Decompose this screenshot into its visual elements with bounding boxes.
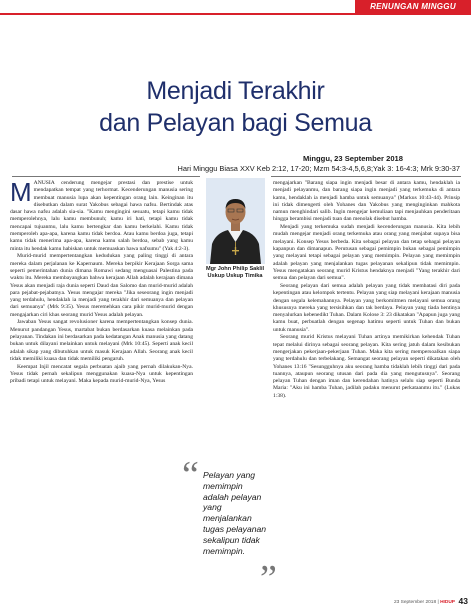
paragraph: Keempat Injil mencatat segala perbuatan ajaib yang pernah dilakukan-Nya. Yesus tidak pernah sekalipun menggunakan kuasa-Nya untuk kepentingan pribadi tetapi untuk melayani. Maka kepada murid-murid-Nya, Yesus	[10, 363, 193, 385]
paragraph: Seorang pelayan dari semua adalah pelayan yang tidak membatasi diri pada kepentingan atau kelompok tertentu. Pelayan yang siap melayani kerajaan manusia dengan segala kelemahannya. Pelayan yang berkomitmen melayani semua orang khususnya mereka yang tersisihkan dan tak berdaya. Pelayan yang tiada hentinya menyalurkan kebenedikt Tuhan. Dalam Kolose 3: 23 dikatakan "Apapun juga yang kamu buat, perbuatlah dengan segenap hatimu seperti untuk Tuhan dan bukan untuk manusia".	[273, 282, 460, 333]
footer-brand: HIDUP	[440, 600, 455, 605]
footer-date: 23 September 2018	[394, 600, 437, 605]
paragraph: Murid-murid mempertentangkan kedudukan yang paling tinggi di antara mereka dalam perjalanan ke Kapernaum. Mereka berpikir Kerajaan Sorga sama seperti pemerintahan dunia dimana Romawi sedang menguasai Palestina pada waktu itu. Mereka membayangkan bahwa kerajaan Allah adalah kerajaan dimana Yesus akan menjadi raja dunia seperti Daud dan Salomo dan murid-murid adalah para pejabat-pejabatnya. Yesus mengajar mereka "Jika seseorang ingin menjadi yang terdahulu, hendaklah ia menjadi yang terakhir dari semuanya dan pelayan dari semuanya" (Mrk 9:35). Yesus meremehkan cara pikir murid-murid dengan mengajarkan ciri khas seorang murid Yesus adalah pelayan.	[10, 253, 193, 318]
page-footer: 23 September 2018 | HIDUP	[394, 600, 455, 605]
pull-quote: Pelayan yang memimpin adalah pelayan yang menjalankan tugas pelayanan sekalipun tidak memimpin.	[203, 470, 267, 556]
paragraph: Seorang murid Kristus melayani Tuhan artinya memikirkan kehendak Tuhan tepat melalui dirinya sebagai seorang pelayan. Kita sering jatuh dalam kesibukan mengerjakan pekerjaan-pekerjaan Tuhan. Maka kita sering mempersoalkan siapa yang terdahulu dan terbelakang. Semangat seorang pelayan seperti dikatakan oleh Yohanes 13:16 "Sesungguhnya aku seorang hamba tidaklah lebih tinggi dari pada tuannya, ataupun seorang utusan dari pada dia yang mengutusnya". Seorang pelayan Tuhan dengan iman dan kerendahan hatinya selalu siap seperti Bunda Maria: "Aku ini hamba Tuhan, jadilah padaku menurut perkataanmu itu." (Lukas 1:38).	[273, 334, 460, 399]
divider-left	[12, 176, 200, 177]
column-left	[10, 180, 193, 602]
photo-caption	[190, 266, 280, 280]
paragraph: mengajarkan "Barang siapa ingin menjadi besar di antara kamu, hendaklah ia menjadi pelayanmu, dan barang siapa ingin menjadi yang terkemuka di antara kamu, hendaklah ia menjadi hamba untuk semuanya" (Markus 10:43-44). Prinsip ini tidak dimengerti oleh Yohanes dan Yakobus yang menginginkan mahkota namun menghindari salib. Ingin mengejar kemuliaan tapi menjauhkan penderitaan hingga berambisi menjadi tuan dan menolak disebut hamba.	[273, 180, 460, 223]
article-title-line2: dan Pelayan bagi Semua	[99, 109, 372, 137]
column-right	[273, 180, 460, 598]
article-date: Minggu, 23 September 2018	[302, 154, 403, 163]
caption-name: Mgr John Philip Saklil	[205, 266, 265, 272]
divider-right	[271, 176, 461, 177]
paragraph: Jawaban Yesus sangat revolusioner karena mempertentangkan konsep dunia. Menurut pandangan Yesus, martabat bukan berdasarkan kuasa melainkan pada pelayanan. Tindakan ini berdasarkan pada kedatangan Anak manusia yang datang bukan untuk dilayani melainkan untuk melayani (Mrk 10:45). Seperti anak kecil adalah sikap yang dibutuhkan untuk masuk Kerajaan Allah. Seorang anak kecil tidak memiliki kuasa dan tidak memiliki pengaruh.	[10, 319, 193, 362]
author-photo	[206, 178, 265, 264]
close-quote-icon: ”	[260, 558, 277, 600]
bishop-portrait-image	[206, 178, 265, 264]
section-tag: RENUNGAN MINGGU	[355, 0, 471, 13]
header-rule	[0, 13, 471, 15]
open-quote-icon: “	[182, 454, 199, 496]
dropcap: M	[10, 180, 32, 207]
paragraph: MANUSIA cenderung mengejar prestasi dan prestise untuk mendapatkan tempat yang terhormat. Kecenderungan manusia sering membuat manusia lupa akan kepentingan orang lain. Keinginan itu disebutkan dalam surat Yakobus sebagai hawa nafsu. Bertindak atas dasar hawa nafsu adalah sia-sia. "Kamu mengingini sesuatu, tetapi kamu tidak memperolehnya, lalu kamu membunuh; kamu iri hati, tetapi kamu tidak mencapai tujuanmu, lalu kamu bertengkar dan kamu berkelahi. Kamu tidak memperoleh apa-apa, karena kamu tidak berdoa. Atau kamu berdoa juga, tetapi kamu tidak menerima apa-apa, karena kamu salah berdoa, sebab yang kamu minta itu hendak kamu habiskan untuk memuaskan hawa nafsumu" (Yak 4:2-3).	[10, 180, 193, 252]
article-readings: Hari Minggu Biasa XXV Keb 2:12, 17-20; Mzm 54:3-4,5,6,8;Yak 3: 16-4:3; Mrk 9:30-37	[177, 164, 460, 173]
caption-title: Uskup Uskup Timika	[207, 273, 263, 279]
paragraph: Menjadi yang terkemuka sudah menjadi kecenderungan manusia. Kita lebih mudah mengejar menjadi orang terkemuka atau orang yang menjabat supaya bisa melayani. Konsep Yesus berbeda. Kita sebagai pelayan dan tetap sebagai pelayan kapanpun dan dimanapun. Perutusan sebagai pemimpin bukan sebagai pemimpin yang melayani tetapi sebagai pelayan yang memimpin. Pelayan yang memimpin adalah pelayan yang menjalankan tugas pelayanan sekalipun tidak memimpin. Yesus mengatakan seorang murid Kristus hendaknya menjadi "Yang terakhir dari semua dan pelayan dari semua".	[273, 224, 460, 282]
page-number: 43	[458, 596, 468, 606]
article-title-line1: Menjadi Terakhir	[146, 77, 325, 105]
